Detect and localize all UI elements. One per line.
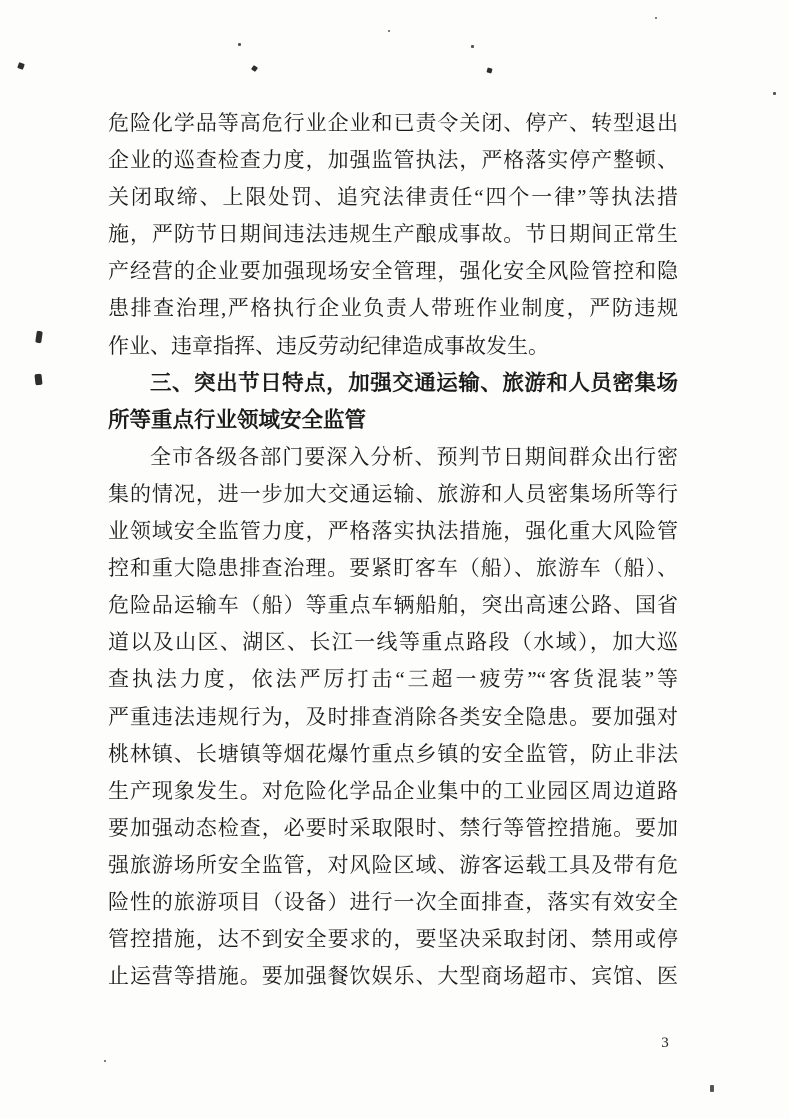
body-line: 严重违法违规行为，及时排查消除各类安全隐患。要加强对 <box>108 704 678 729</box>
body-line: 患排查治理,严格执行企业负责人带班作业制度，严防违规 <box>108 296 678 321</box>
body-line: 关闭取缔、上限处罚、追究法律责任“四个一律”等执法措 <box>108 185 678 210</box>
body-line: 查执法力度，依法严厉打击“三超一疲劳”“客货混装”等 <box>108 667 678 692</box>
body-line: 控和重大隐患排查治理。要紧盯客车（船）、旅游车（船）、 <box>108 556 678 581</box>
body-line: 险性的旅游项目（设备）进行一次全面排查，落实有效安全 <box>108 889 678 914</box>
body-line: 管控措施，达不到安全要求的，要坚决采取封闭、禁用或停 <box>108 927 678 952</box>
body-line: 要加强动态检查，必要时采取限时、禁行等管控措施。要加 <box>108 815 678 840</box>
body-line: 道以及山区、湖区、长江一线等重点路段（水域），加大巡 <box>108 630 678 655</box>
body-line: 桃林镇、长塘镇等烟花爆竹重点乡镇的安全监管，防止非法 <box>108 741 678 766</box>
body-line: 止运营等措施。要加强餐饮娱乐、大型商场超市、宾馆、医 <box>108 964 678 989</box>
scan-speck <box>710 1085 714 1092</box>
body-line: 危险化学品等高危行业企业和已责令关闭、停产、转型退出 <box>108 111 678 135</box>
scan-speck <box>486 67 492 73</box>
body-line: 业领域安全监管力度，严格落实执法措施，强化重大风险管 <box>108 519 678 544</box>
section-heading-line: 三、突出节日特点，加强交通运输、旅游和人员密集场 <box>150 370 678 395</box>
body-line: 全市各级各部门要深入分析、预判节日期间群众出行密 <box>150 444 678 469</box>
body-line: 企业的巡查检查力度，加强监管执法，严格落实停产整顿、 <box>108 148 678 173</box>
text-block <box>108 105 678 995</box>
body-line: 强旅游场所安全监管，对风险区域、游客运载工具及带有危 <box>108 852 678 877</box>
body-line: 危险品运输车（船）等重点车辆船舶，突出高速公路、国省 <box>108 593 678 618</box>
scan-speck <box>471 45 474 48</box>
body-line: 生产现象发生。对危险化学品企业集中的工业园区周边道路 <box>108 778 678 803</box>
body-line: 作业、违章指挥、违反劳动纪律造成事故发生。 <box>108 333 549 358</box>
scan-speck <box>34 374 42 386</box>
body-line: 产经营的企业要加强现场安全管理，强化安全风险管控和隐 <box>108 259 678 284</box>
page-number: 3 <box>661 1035 669 1051</box>
scan-speck <box>35 331 43 344</box>
scan-speck <box>17 62 25 70</box>
body-line: 集的情况，进一步加大交通运输、旅游和人员密集场所等行 <box>108 481 678 506</box>
scan-speck <box>773 92 776 95</box>
scan-speck <box>238 43 241 46</box>
scan-speck <box>655 17 657 19</box>
scan-speck <box>388 30 390 32</box>
scan-speck <box>251 65 258 72</box>
body-line: 施，严防节日期间违法违规生产酿成事故。节日期间正常生 <box>108 222 678 247</box>
scan-speck <box>104 1060 106 1062</box>
section-heading-line: 所等重点行业领域安全监管 <box>108 407 367 432</box>
